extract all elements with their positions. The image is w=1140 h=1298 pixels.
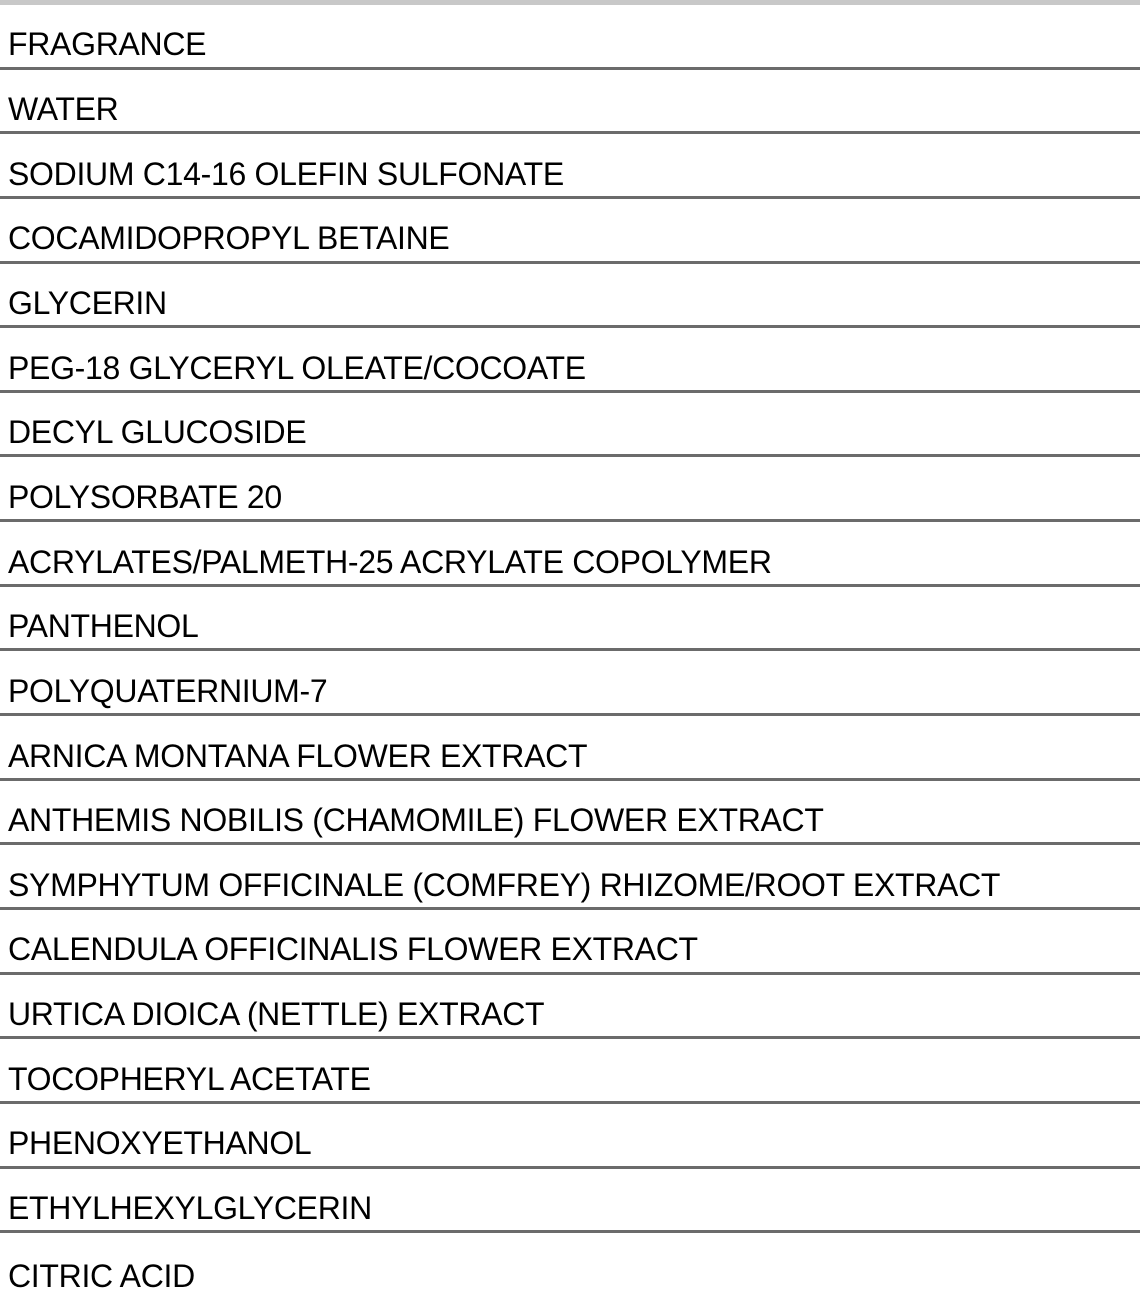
ingredient-row [0,70,1140,135]
ingredient-name: PHENOXYETHANOL [8,1125,312,1162]
ingredient-row [0,1039,1140,1104]
ingredient-name: ANTHEMIS NOBILIS (CHAMOMILE) FLOWER EXTRACT [8,802,824,839]
ingredient-name: WATER [8,91,119,128]
ingredient-name: CALENDULA OFFICINALIS FLOWER EXTRACT [8,931,698,968]
ingredient-name: POLYSORBATE 20 [8,478,282,515]
ingredient-name: URTICA DIOICA (NETTLE) EXTRACT [8,996,545,1033]
ingredient-name: PEG-18 GLYCERYL OLEATE/COCOATE [8,349,586,386]
ingredient-row [0,393,1140,458]
ingredient-name: PANTHENOL [8,608,199,645]
ingredient-name: POLYQUATERNIUM-7 [8,672,328,709]
ingredient-name: SODIUM C14-16 OLEFIN SULFONATE [8,155,564,192]
ingredient-name: TOCOPHERYL ACETATE [8,1060,371,1097]
ingredient-name: COCAMIDOPROPYL BETAINE [8,220,450,257]
ingredient-row [0,1169,1140,1234]
ingredient-row [0,1104,1140,1169]
ingredient-name: FRAGRANCE [8,26,207,63]
ingredient-row [0,1233,1140,1298]
ingredient-row [0,716,1140,781]
ingredient-name: DECYL GLUCOSIDE [8,414,307,451]
ingredient-row [0,975,1140,1040]
ingredient-row [0,328,1140,393]
ingredient-row [0,845,1140,910]
ingredient-row [0,651,1140,716]
ingredient-row [0,910,1140,975]
ingredient-row [0,199,1140,264]
ingredient-row [0,522,1140,587]
ingredient-name: GLYCERIN [8,285,167,322]
ingredient-row [0,781,1140,846]
ingredient-row [0,587,1140,652]
ingredient-row [0,134,1140,199]
ingredient-name: SYMPHYTUM OFFICINALE (COMFREY) RHIZOME/ROOT EXTRACT [8,866,1001,903]
ingredient-name: ETHYLHEXYLGLYCERIN [8,1189,372,1226]
ingredient-name: ARNICA MONTANA FLOWER EXTRACT [8,737,588,774]
ingredient-row [0,264,1140,329]
ingredient-list [0,5,1140,1298]
ingredient-row [0,457,1140,522]
ingredient-name: CITRIC ACID [8,1257,195,1294]
ingredient-name: ACRYLATES/PALMETH-25 ACRYLATE COPOLYMER [8,543,772,580]
ingredient-row [0,5,1140,70]
